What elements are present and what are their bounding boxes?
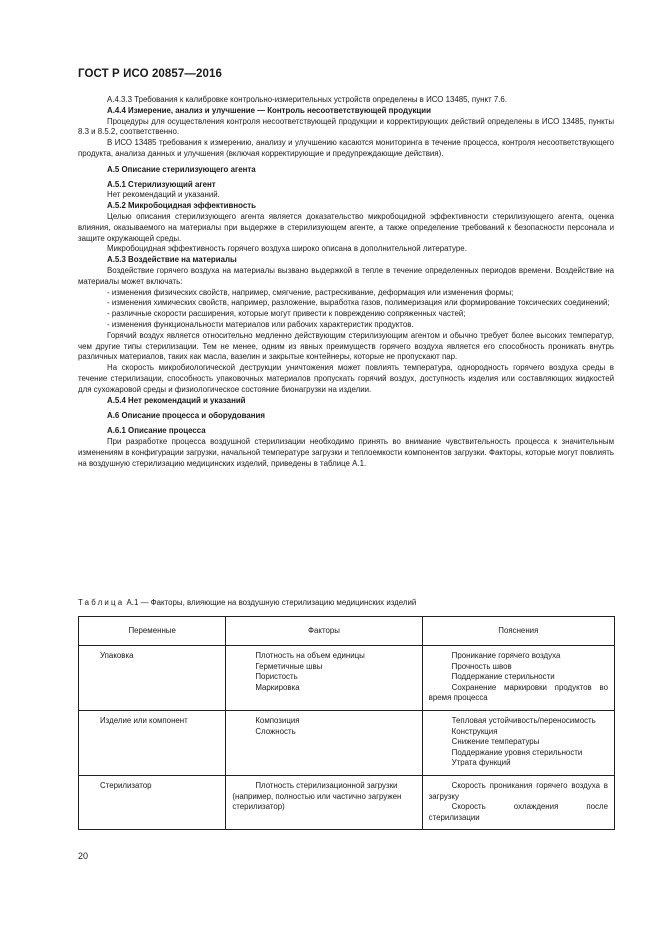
factor-item: Герметичные швы	[255, 661, 323, 671]
table-row	[79, 646, 615, 711]
body-text	[78, 95, 614, 469]
paragraph-a433: А.4.3.3 Требования к калибровке контрольно-измерительных устройств определены в ИСО 13485, пункт 7.6.	[107, 95, 508, 104]
paragraph-a51: Нет рекомендаций и указаний.	[107, 190, 220, 200]
factors-table	[78, 616, 615, 830]
heading-a5: А.5 Описание стерилизующего агента	[107, 164, 256, 174]
note-item: Сохранение маркировки продуктов во время процесса	[428, 682, 608, 703]
note-item: Поддержание стерильности	[451, 672, 555, 682]
heading-a61: А.6.1 Описание процесса	[107, 426, 206, 436]
note-item: Скорость охлаждения после стерилизации	[428, 802, 608, 822]
cell-variable: Изделие или компонент	[79, 710, 226, 775]
heading-a52: А.5.2 Микробоцидная эффективность	[107, 201, 256, 211]
factor-item: Плотность стерилизационной загрузки (например, полностью или частично загружен стерилизатор)	[232, 780, 402, 812]
note-item: Поддержание уровня стерильности	[451, 747, 583, 757]
factor-item: Маркировка	[255, 682, 300, 692]
note-item: Утрата функций	[451, 758, 511, 768]
cell-notes	[422, 710, 614, 775]
table-row	[79, 775, 615, 829]
document-header: ГОСТ Р ИСО 20857—2016	[78, 68, 223, 80]
cell-factors	[226, 646, 422, 711]
factor-item: Сложность	[255, 726, 296, 736]
factor-item: Пористость	[255, 672, 298, 682]
heading-a6: А.6 Описание процесса и оборудования	[107, 411, 265, 421]
list-item-functionality: - изменения функциональности материалов или рабочих характеристик продуктов.	[107, 319, 414, 329]
paragraph-a53-hot-air: Горячий воздух является относительно медленно действующим стерилизующим агентом и обычно требует более высоких температур, чем другие типы стерилизации. Тем не менее, одним из явных преимуществ горячего воздуха является его способность проникать внутрь различных материалов, таких как масла, вазелин и закрытые контейнеры, которые не пропускают пар.	[78, 330, 614, 362]
list-item-chemical: - изменения химических свойств, например, разложение, выработка газов, полимеризация или формирование токсических соединений;	[107, 298, 610, 308]
cell-variable: Стерилизатор	[79, 775, 226, 829]
page-number: 20	[78, 851, 89, 861]
paragraph-a44-procedures: Процедуры для осуществления контроля несоответствующей продукции и корректирующих действий определены в ИСО 13485, пункты 8.3 и 8.5.2, соответственно.	[78, 116, 614, 137]
factor-item: Композиция	[255, 715, 300, 725]
heading-a44: А.4.4 Измерение, анализ и улучшение — Контроль несоответствующей продукции	[107, 105, 431, 115]
paragraph-a44-iso: В ИСО 13485 требования к измерению, анализу и улучшению касаются мониторинга в течение процесса, контроля несоответствующего продукта, анализа данных и улучшения (включая корректирующие и предупреждающие действия).	[78, 138, 614, 158]
heading-a54: А.5.4 Нет рекомендаций и указаний	[107, 395, 246, 405]
note-item: Скорость проникания горячего воздуха в загрузку	[428, 780, 608, 801]
note-item: Конструкция	[451, 726, 498, 736]
header-notes: Пояснения	[422, 617, 614, 646]
factor-item: Плотность на объем единицы	[255, 651, 365, 660]
paragraph-a52-goal: Целью описания стерилизующего агента является доказательство микробоцидной эффективности стерилизующего агента, оценка влияния, оказываемого на материалы при выдержке в стерилизующем агенте, а также определение требований к безопасности персонала и защите окружающей среды.	[78, 211, 614, 243]
note-item: Тепловая устойчивость/переносимость	[451, 715, 596, 725]
cell-factors	[226, 775, 422, 829]
table-caption-text: А.1 — Факторы, влияющие на воздушную стерилизацию медицинских изделий	[126, 598, 417, 607]
note-item: Прочность швов	[451, 661, 512, 671]
list-item-expansion: - различные скорости расширения, которые могут привести к повреждению сопряженных частей;	[107, 309, 466, 319]
paragraph-a53-speed: На скорость микробиологической деструкции уничтожения может повлиять температура, однородность горячего воздуха среды в течение стерилизации, способность упаковочных материалов пропускать горячий воздух, доступность изделия или составляющих жидкостей для сухожаровой среды и физиологическое состояние бионагрузки на изделии.	[78, 363, 614, 394]
paragraph-a52-literature: Микробоцидная эффективность горячего воздуха широко описана в дополнительной литературе.	[107, 244, 467, 254]
note-item: Снижение температуры	[451, 737, 540, 747]
table-caption-label: Таблица	[78, 598, 125, 607]
heading-a53: А.5.3 Воздействие на материалы	[107, 255, 237, 265]
paragraph-a53-intro: Воздействие горячего воздуха на материалы вызвано выдержкой в тепле в течение определенных периодов времени. Воздействие на материалы может включать:	[78, 265, 614, 286]
note-item: Проникание горячего воздуха	[451, 651, 561, 660]
cell-factors	[226, 710, 422, 775]
list-item-physical: - изменения физических свойств, например, смягчение, растрескивание, деформация или изменения формы;	[107, 287, 514, 297]
cell-notes	[422, 646, 614, 711]
table-row	[79, 710, 615, 775]
heading-a51: А.5.1 Стерилизующий агент	[107, 179, 216, 189]
cell-variable: Упаковка	[79, 646, 226, 711]
paragraph-a61: При разработке процесса воздушной стерилизации необходимо принять во внимание чувствительность процесса к значительным изменениям в конфигурации загрузки, начальной температуре загрузки и теплоемкости компонентов загрузки. Факторы, которые могут повлиять на воздушную стерилизацию медицинских изделий, приведены в таблице А.1.	[78, 436, 614, 468]
cell-notes	[422, 775, 614, 829]
header-variables: Переменные	[79, 617, 226, 646]
table-header-row	[79, 617, 615, 646]
table-caption	[78, 598, 614, 607]
header-factors: Факторы	[226, 617, 422, 646]
